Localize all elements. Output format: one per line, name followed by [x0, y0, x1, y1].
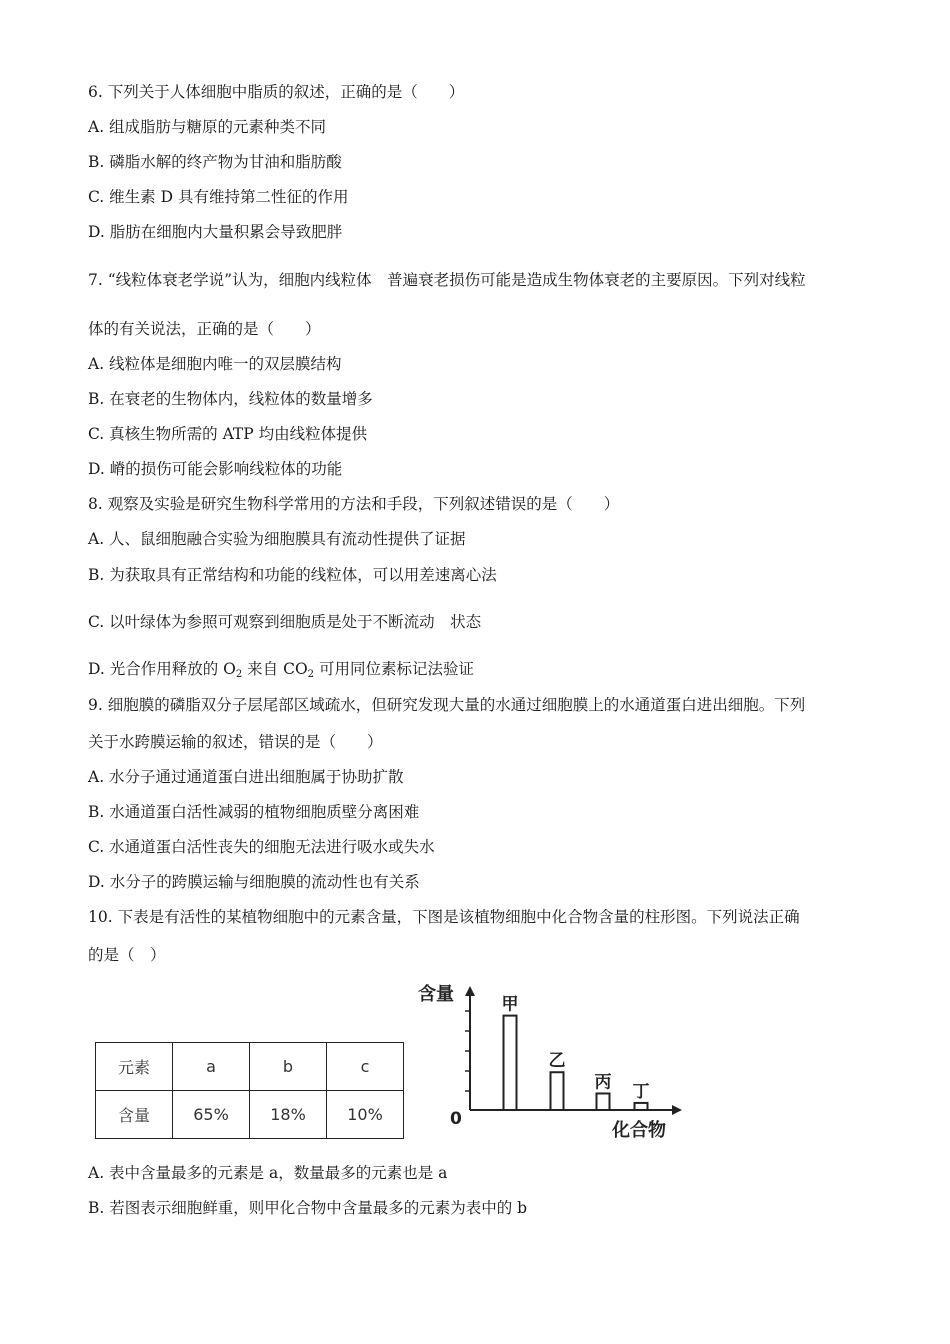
q7-option-c: C. 真核生物所需的 ATP 均由线粒体提供 [88, 425, 368, 443]
element-content-table [95, 1042, 404, 1139]
q6-option-a: A. 组成脂肪与糖原的元素种类不同 [88, 118, 327, 136]
origin-label: 0 [450, 1109, 462, 1129]
q6-stem: 6. 下列关于人体细胞中脂质的叙述，正确的是（ ） [88, 83, 465, 101]
table-cell: a [173, 1043, 250, 1091]
y-axis-label: 含量 [418, 984, 454, 1005]
bars-group [502, 995, 650, 1110]
q8-option-c: C. 以叶绿体为参照可观察到细胞质是处于不断流动 状态 [88, 613, 482, 631]
q6-option-b: B. 磷脂水解的终产物为甘油和脂肪酸 [88, 153, 342, 171]
q10-option-b: B. 若图表示细胞鲜重，则甲化合物中含量最多的元素为表中的 b [88, 1199, 528, 1217]
q7-option-d: D. 嵴的损伤可能会影响线粒体的功能 [88, 460, 343, 478]
table-cell: 元素 [96, 1043, 173, 1091]
q9-stem-line2: 关于水跨膜运输的叙述，错误的是（ ） [88, 733, 383, 751]
bar-label-3: 丙 [594, 1072, 612, 1093]
q8-stem: 8. 观察及实验是研究生物科学常用的方法和手段，下列叙述错误的是（ ） [88, 495, 620, 513]
table-cell: b [250, 1043, 327, 1091]
q7-option-a: A. 线粒体是细胞内唯一的双层膜结构 [88, 355, 342, 373]
bar-label-1: 甲 [501, 994, 519, 1015]
table-cell: c [327, 1043, 404, 1091]
table-cell: 10% [327, 1091, 404, 1139]
q10-stem-line2: 的是（ ） [88, 946, 166, 964]
q9-option-d: D. 水分子的跨膜运输与细胞膜的流动性也有关系 [88, 873, 420, 891]
table-row [96, 1091, 404, 1139]
bar-label-4: 丁 [632, 1081, 650, 1102]
bar-1 [504, 1016, 517, 1110]
compound-bar-chart [410, 978, 700, 1143]
q9-option-c: C. 水通道蛋白活性丧失的细胞无法进行吸水或失水 [88, 838, 435, 856]
q9-stem-line1: 9. 细胞膜的磷脂双分子层尾部区域疏水，但研究发现大量的水通过细胞膜上的水通道蛋白进出细胞。下列 [88, 696, 806, 714]
q8-option-b: B. 为获取具有正常结构和功能的线粒体，可以用差速离心法 [88, 566, 497, 584]
q7-stem-line1: 7. “线粒体衰老学说”认为，细胞内线粒体 普遍衰老损伤可能是造成生物体衰老的主要原因。下列对线粒 [88, 271, 806, 289]
table-cell: 65% [173, 1091, 250, 1139]
q8-option-d: D. 光合作用释放的 $O_2$ 来自 $CO_2$ 可用同位素标记法验证 [88, 660, 474, 680]
table-header-row [96, 1043, 404, 1091]
q7-option-b: B. 在衰老的生物体内，线粒体的数量增多 [88, 390, 373, 408]
x-axis-label: 化合物 [612, 1120, 666, 1141]
q7-stem-line2: 体的有关说法，正确的是（ ） [88, 320, 321, 338]
table-cell: 含量 [96, 1091, 173, 1139]
table-cell: 18% [250, 1091, 327, 1139]
q6-option-d: D. 脂肪在细胞内大量积累会导致肥胖 [88, 223, 343, 241]
q10-option-a: A. 表中含量最多的元素是 a，数量最多的元素也是 a [88, 1164, 448, 1182]
q8-option-a: A. 人、鼠细胞融合实验为细胞膜具有流动性提供了证据 [88, 530, 466, 548]
q9-option-b: B. 水通道蛋白活性减弱的植物细胞质壁分离困难 [88, 803, 420, 821]
x-axis-arrow [672, 1105, 682, 1115]
bar-3 [597, 1093, 610, 1110]
q10-stem-line1: 10. 下表是有活性的某植物细胞中的元素含量，下图是该植物细胞中化合物含量的柱形图。下列说法正确 [88, 908, 800, 926]
bar-2 [551, 1072, 564, 1110]
q9-option-a: A. 水分子通过通道蛋白进出细胞属于协助扩散 [88, 768, 404, 786]
y-axis-arrow [465, 986, 475, 996]
q6-option-c: C. 维生素 D 具有维持第二性征的作用 [88, 188, 349, 206]
bar-4 [635, 1103, 648, 1110]
bar-label-2: 乙 [548, 1051, 566, 1072]
